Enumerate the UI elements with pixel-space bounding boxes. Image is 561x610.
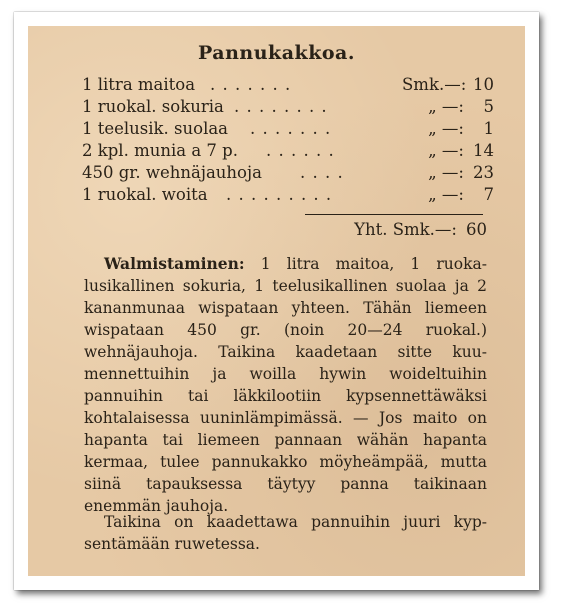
ingredient-row [82,162,494,184]
total-label: Yht. Smk.—: [354,220,457,239]
leader-dots: . . . . . . [266,141,335,160]
ingredient-name: 450 gr. wehnäjauhoja [82,163,262,182]
method-heading: Walmistaminen: [104,254,245,273]
ingredient-name: 1 teelusik. suolaa [82,119,229,138]
ingredient-unit: „ —: [428,141,464,160]
ingredient-name: 2 kpl. munia a 7 p. [82,141,238,160]
ingredient-row [82,96,494,118]
ingredient-unit: „ —: [428,163,464,182]
ingredient-row [82,118,494,140]
ingredient-price: 1 [483,119,494,138]
leader-dots: . . . . [300,163,344,182]
recipe-title: Pannukakkoa. [198,42,355,64]
total-value: 60 [466,220,487,239]
method-paragraph [84,253,487,517]
ingredient-price: 23 [473,163,494,182]
ingredient-price: 10 [473,75,494,94]
leader-dots: . . . . . . . [210,75,292,94]
ingredient-unit: „ —: [428,119,464,138]
ingredient-unit: „ —: [428,97,464,116]
sum-divider [305,214,483,215]
ingredient-price: 14 [473,141,494,160]
ingredient-price: 5 [483,97,494,116]
ingredient-list [82,74,494,206]
ingredient-row [82,140,494,162]
leader-dots: . . . . . . . . [234,97,328,116]
photo-frame [14,12,539,590]
ingredient-unit: Smk.—: [402,75,467,94]
ingredient-unit: „ —: [428,185,464,204]
ingredient-row [82,74,494,96]
leader-dots: . . . . . . . . . [226,185,333,204]
method-text: 1 litra maitoa, 1 ruokalusikallinen sokuria, 1 teelusikallinen suolaa ja 2 kananmunaa wispataan yhteen. Tähän liemeen wispataan 450 gr. (noin 20—24 ruokal.) wehnäjauhoja. Taikina kaadetaan sitte kuumennettuihin ja woilla hywin woideltuihin pannuihin tai läkkilootiin kypsennettäwäksi kohtalaisessa uuninlämpimässä. — Jos maito on hapanta tai liemeen pannaan wähän hapanta kermaa, tulee pannukakko möyheämpää, mutta siinä tapauksessa täytyy panna taikinaan enemmän jauhoja. [84,255,487,515]
method-note: Taikina on kaadettawa pannuihin juuri kypsentämään ruwetessa. [84,513,487,553]
total-row [82,219,487,241]
ingredient-name: 1 ruokal. woita [82,185,208,204]
ingredient-name: 1 litra maitoa [82,75,196,94]
ingredient-price: 7 [483,185,494,204]
ingredient-row [82,184,494,206]
ingredient-name: 1 ruokal. sokuria [82,97,224,116]
leader-dots: . . . . . . . [250,119,332,138]
recipe-page [28,26,525,576]
